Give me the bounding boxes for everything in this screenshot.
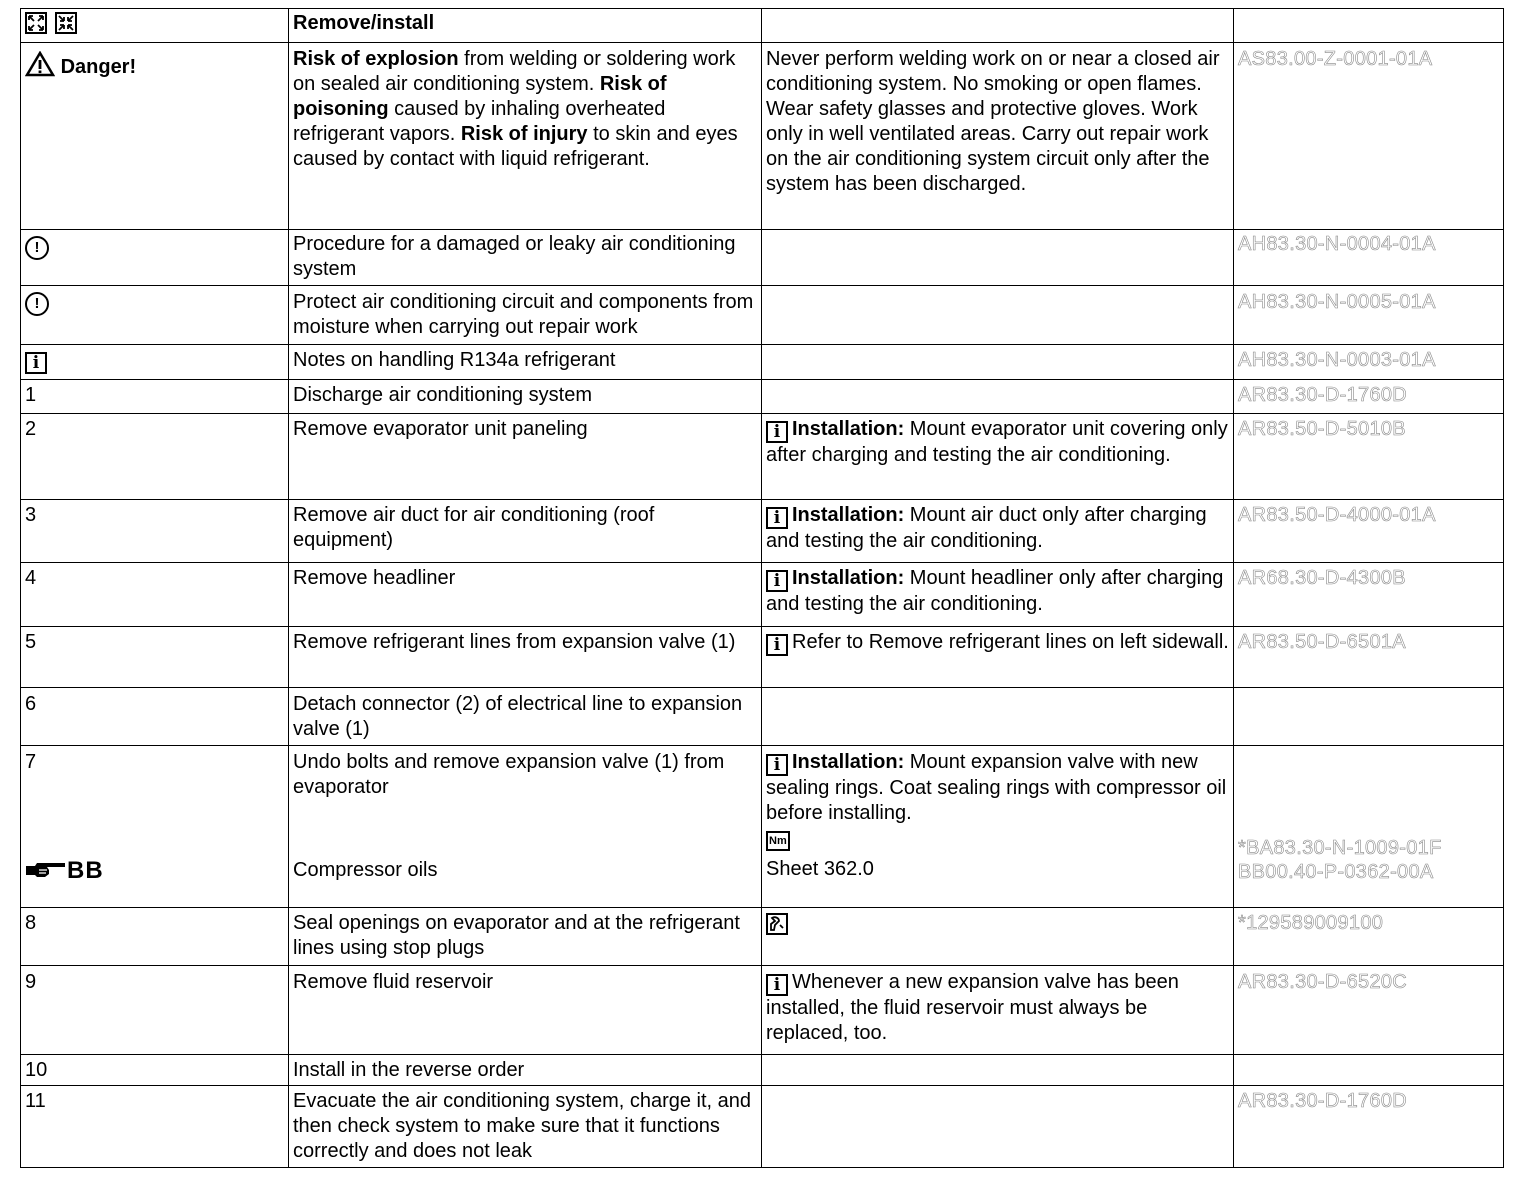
note-ref[interactable]: AH83.30-N-0005-01A [1234,286,1504,345]
step-row [21,627,1504,688]
step-row [21,414,1504,500]
header-row [21,9,1504,43]
important-note-icon: ! [25,292,49,316]
info-icon: i [766,974,788,996]
step-ref[interactable]: AR83.50-D-6501A [1234,627,1504,688]
step-row [21,688,1504,746]
page-title: Remove/install [289,9,762,43]
bb-text: Compressor oils [293,859,438,881]
step-row [21,1055,1504,1086]
note-ref[interactable]: AH83.30-N-0004-01A [1234,230,1504,286]
step-ref[interactable]: *129589009100 [1234,908,1504,966]
step-number: 8 [21,908,289,966]
step-text: Evacuate the air conditioning system, charge it, and then check system to make sure that it functions correctly and does not leak [289,1086,762,1168]
step-ref[interactable]: AR83.30-D-1760D [1234,380,1504,414]
danger-row [21,43,1504,230]
important-note-icon: ! [25,236,49,260]
step-note: i Installation: Mount evaporator unit covering only after charging and testing the air conditioning. [762,414,1234,500]
bb-ref[interactable]: BB00.40-P-0362-00A [1238,861,1434,883]
step-ref[interactable]: AR83.30-D-6520C [1234,966,1504,1055]
step-note: i Installation: Mount expansion valve with new sealing rings. Coat sealing rings with compressor oil before installing. [766,751,1227,824]
note-text: Protect air conditioning circuit and components from moisture when carrying out repair work [289,286,762,345]
info-icon: i [766,754,788,776]
warning-triangle-icon [25,51,55,77]
step-text: Remove headliner [289,563,762,627]
step-row [21,746,1504,908]
step-text: Remove air duct for air conditioning (roof equipment) [289,500,762,563]
step-note: i Refer to Remove refrigerant lines on left sidewall. [762,627,1234,688]
info-icon: i [25,352,47,374]
pointing-hand-icon [25,860,67,880]
info-icon: i [766,570,788,592]
step-note: i Whenever a new expansion valve has been installed, the fluid reservoir must always be replaced, too. [762,966,1234,1055]
info-icon: i [766,634,788,656]
step-number: 2 [21,414,289,500]
step-note: i Installation: Mount headliner only after charging and testing the air conditioning. [762,563,1234,627]
note-text: Notes on handling R134a refrigerant [289,345,762,380]
step-row [21,966,1504,1055]
step-text: Detach connector (2) of electrical line to expansion valve (1) [289,688,762,746]
special-tool-icon [766,913,788,935]
exploded-view-icon [25,12,47,34]
step-number: 7 [25,751,37,773]
note-text: Procedure for a damaged or leaky air conditioning system [289,230,762,286]
step-row [21,908,1504,966]
step-number: 9 [21,966,289,1055]
step-number: 1 [21,380,289,414]
danger-measures: Never perform welding work on or near a closed air conditioning system. No smoking or open flames. Wear safety glasses and protective gloves. Work only in well ventilated areas. Carry out repair work on the air conditioning system circuit only after the system has been discharged. [762,43,1234,230]
step-number: 5 [21,627,289,688]
step-text: Remove refrigerant lines from expansion valve (1) [289,627,762,688]
danger-ref[interactable]: AS83.00-Z-0001-01A [1234,43,1504,230]
step-ref[interactable]: *BA83.30-N-1009-01F [1238,837,1442,859]
info-icon: i [766,507,788,529]
assembled-view-icon [55,12,77,34]
step-number: 4 [21,563,289,627]
danger-cell [21,43,289,230]
step-text: Seal openings on evaporator and at the refrigerant lines using stop plugs [289,908,762,966]
step-number: 3 [21,500,289,563]
step-number: 10 [21,1055,289,1086]
bb-sheet: Sheet 362.0 [766,858,874,880]
step-number: 6 [21,688,289,746]
step-text: Remove fluid reservoir [289,966,762,1055]
step-row [21,380,1504,414]
torque-icon: Nm [766,831,790,851]
info-icon: i [766,421,788,443]
danger-risks: Risk of explosion from welding or soldering work on sealed air conditioning system. Risk of poisoning caused by inhaling overheated refrigerant vapors. Risk of injury to skin and eyes caused by contact with liquid refrigerant. [289,43,762,230]
bb-marker [25,858,284,885]
step-note: i Installation: Mount air duct only after charging and testing the air conditioning. [762,500,1234,563]
procedure-table [20,8,1504,1168]
step-row [21,563,1504,627]
step-text: Install in the reverse order [289,1055,762,1086]
note-ref[interactable]: AH83.30-N-0003-01A [1234,345,1504,380]
step-row [21,500,1504,563]
step-ref[interactable]: AR68.30-D-4300B [1234,563,1504,627]
danger-label: Danger! [60,56,137,78]
step-ref[interactable]: AR83.30-D-1760D [1234,1086,1504,1168]
note-row [21,345,1504,380]
step-ref[interactable]: AR83.50-D-4000-01A [1234,500,1504,563]
header-icons-cell [21,9,289,43]
step-text: Remove evaporator unit paneling [289,414,762,500]
note-row [21,230,1504,286]
step-number: 11 [21,1086,289,1168]
step-ref[interactable]: AR83.50-D-5010B [1234,414,1504,500]
bb-label: BB [67,857,104,884]
step-text: Undo bolts and remove expansion valve (1) from evaporator [293,751,725,798]
note-row [21,286,1504,345]
step-text: Discharge air conditioning system [289,380,762,414]
step-row [21,1086,1504,1168]
